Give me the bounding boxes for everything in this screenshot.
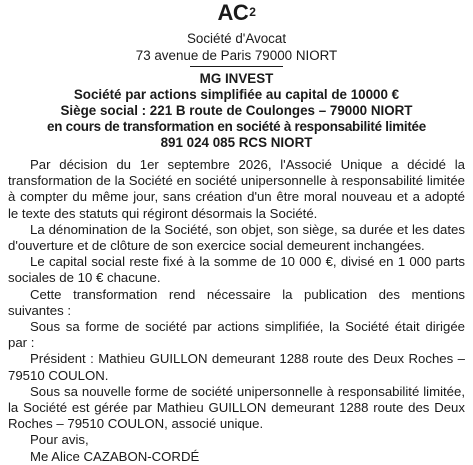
paragraph-publication: Cette transformation rend nécessaire la publication des mentions suivantes :: [8, 286, 465, 318]
firm-logo: [0, 0, 473, 26]
company-block: [0, 71, 473, 151]
paragraph-new-form: Sous sa nouvelle forme de société unipersonnelle à responsabilité limitée, la Société est gérée par Mathieu GUILLON demeurant 1288 route des Deux Roches – 79510 COULON, associé unique.: [8, 383, 465, 432]
company-name: MG INVEST: [199, 71, 274, 86]
paragraph-denomination: La dénomination de la Société, son objet, son siège, sa durée et les dates d'ouverture et de clôture de son exercice social demeurent inchangées.: [8, 221, 465, 254]
firm-type: Société d'Avocat: [186, 31, 287, 46]
logo-superscript: 2: [249, 5, 256, 19]
paragraph-capital: Le capital social reste fixé à la somme de 10 000 €, divisé en 1 000 parts sociales de 10 € chacune.: [8, 254, 465, 286]
firm-block: [0, 30, 473, 64]
notice-body: [8, 157, 465, 465]
divider: [190, 66, 283, 67]
logo-text: AC: [217, 0, 249, 25]
firm-address: 73 avenue de Paris 79000 NIORT: [135, 48, 338, 63]
company-form: Société par actions simplifiée au capital de 10000 €: [73, 87, 400, 102]
company-seat: Siège social : 221 B route de Coulonges – 79000 NIORT: [60, 103, 413, 118]
company-status: en cours de transformation en société à responsabilité limitée: [47, 119, 426, 134]
signature: Me Alice CAZABON-CORDÉ: [30, 448, 200, 464]
company-rcs: 891 024 085 RCS NIORT: [160, 135, 313, 150]
paragraph-decision: Par décision du 1er septembre 2026, l'Associé Unique a décidé la transformation de la Société en société unipersonnelle à responsabilité limitée à compter du même jour, sans création d'un être moral nouveau et a adopté le texte des statuts qui régiront désormais la Société.: [8, 157, 465, 221]
closing-line: Pour avis,: [30, 432, 89, 448]
paragraph-president: Président : Mathieu GUILLON demeurant 1288 route des Deux Roches – 79510 COULON.: [8, 351, 465, 383]
paragraph-previous-form: Sous sa forme de société par actions simplifiée, la Société était dirigée par :: [8, 319, 465, 351]
